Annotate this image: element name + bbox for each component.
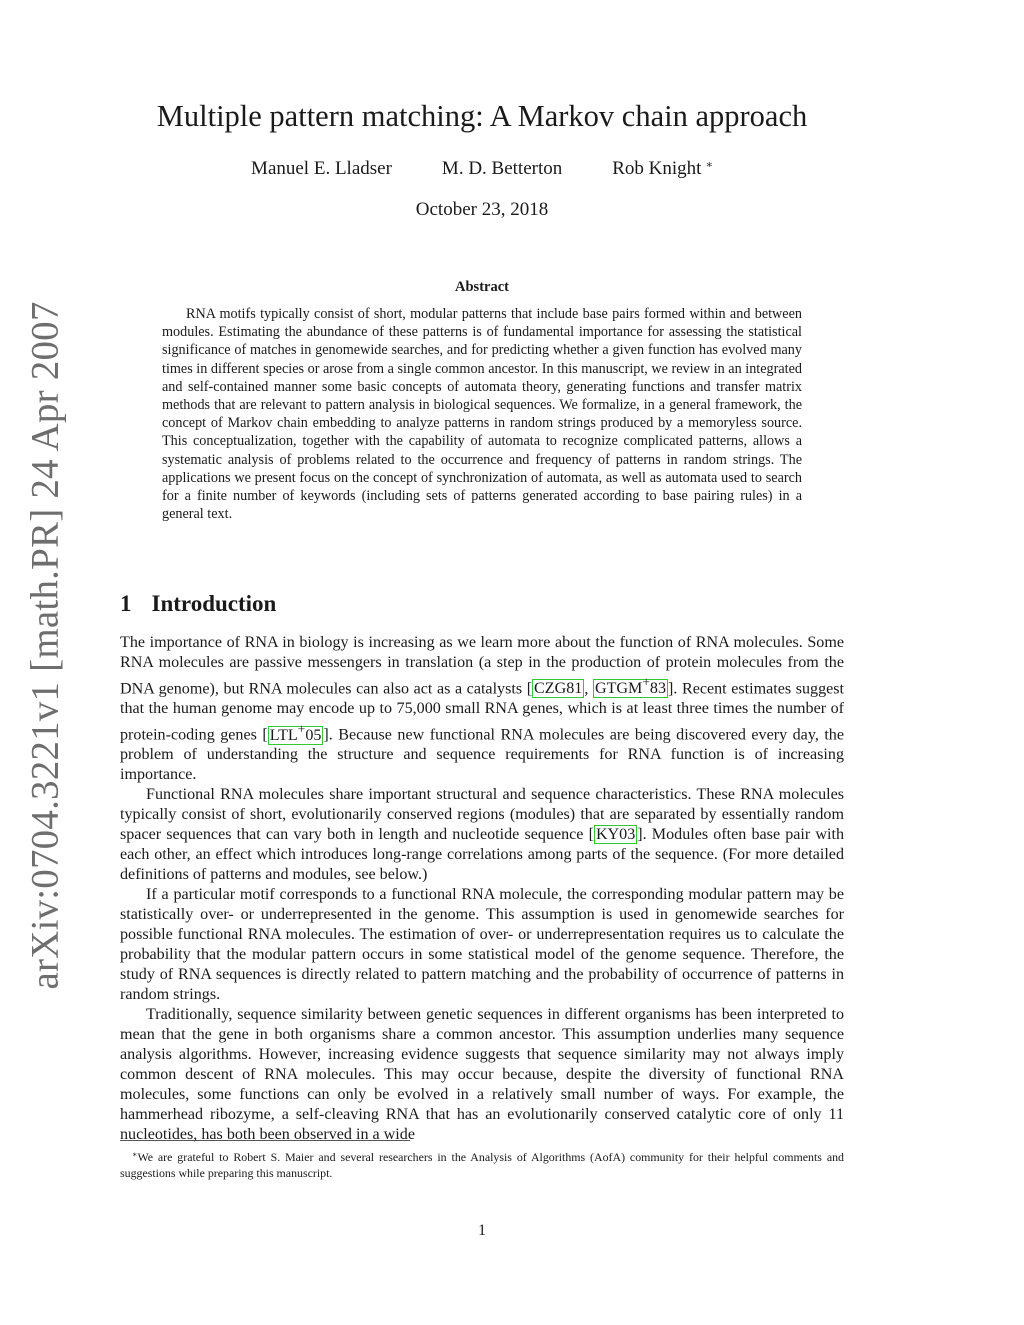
paragraph: The importance of RNA in biology is increasing as we learn more about the function of RNA molecules. Some RNA molecules are passive messengers in translation (a step in the production of protein molecules from the DNA genome), but RNA molecules can also act as a catalysts [ CZG81 , GTGM+83 ]. Recent estimates suggest that the human genome may encode up to 75,000 small RNA genes, which is at least three times the number of protein-coding genes [ LTL+05 ]. Because new functional RNA molecules are being discovered every day, the problem of understanding the structure and sequence requirements for RNA function is of increasing importance.	[120, 634, 845, 784]
page-number: 1	[478, 1222, 486, 1239]
paper-date: October 23, 2018	[415, 199, 549, 220]
citation-link-ltl05[interactable]: LTL+05	[269, 721, 322, 744]
paragraph: Traditionally, sequence similarity between genetic sequences in different organisms has been interpreted to mean that the gene in both organisms share a common ancestor. This assumption underlies many sequence analysis algorithms. However, increasing evidence suggests that sequence similarity may not always imply common descent of RNA molecules. This may occur because, despite the diversity of functional RNA molecules, some functions can only be evolved in a relatively small number of ways. For example, the hammerhead ribozyme, a self-cleaving RNA that has an evolutionarily conserved catalytic core of only 11 nucleotides, has both been observed in a wide	[120, 1005, 844, 1143]
footnote: ∗We are grateful to Robert S. Maier and several researchers in the Analysis of Algorithms (AofA) community for their helpful comments and suggestions while preparing this manuscript.	[120, 1150, 844, 1180]
footnote-divider	[120, 1140, 410, 1141]
abstract-heading: Abstract	[455, 279, 509, 295]
author-list	[120, 158, 844, 180]
section-title: Introduction	[151, 591, 277, 616]
arxiv-sidebar-stamp	[14, 300, 76, 990]
footnote-marker[interactable]: ∗	[705, 159, 713, 171]
paper-title: Multiple pattern matching: A Markov chain approach	[156, 99, 808, 133]
citation-link-czg81[interactable]: CZG81	[534, 680, 583, 698]
paragraph: If a particular motif corresponds to a functional RNA molecule, the corresponding modular pattern may be statistically over- or underrepresented in the genome. This assumption is used in genomewide searches for possible functional RNA molecules. The estimation of over- or underrepresentation requires us to calculate the probability that the modular pattern occurs in some statistical model of the genome sequence. Therefore, the study of RNA sequences is directly related to pattern matching and the probability of occurrence of patterns in random strings.	[120, 886, 844, 1003]
abstract-text: RNA motifs typically consist of short, modular patterns that include base pairs formed within and between modules. Estimating the abundance of these patterns is of fundamental importance for assessing the statistical significance of matches in genomewide searches, and for predicting whether a given function has evolved many times in different species or arose from a single common ancestor. In this manuscript, we review in an integrated and self-contained manner some basic concepts of automata theory, generating functions and transfer matrix methods that are relevant to pattern analysis in biological sequences. We formalize, in a general framework, the concept of Markov chain embedding to analyze patterns in random strings produced by a memoryless source. This conceptualization, together with the capability of automata to recognize complicated patterns, allows a systematic analysis of problems related to the occurrence and frequency of patterns in random strings. The applications we present focus on the concept of synchronization of automata, as well as automata used to search for a finite number of keywords (including sets of patterns generated according to base pairing rules) in a general text.	[162, 306, 802, 523]
citation-link-ky03[interactable]: KY03	[595, 826, 636, 844]
footnote-mark: ∗	[132, 1150, 138, 1159]
author-knight: Rob Knight ∗	[612, 158, 713, 179]
author-lladser: Manuel E. Lladser	[251, 158, 392, 179]
citation-link-gtgm83[interactable]: GTGM+83	[594, 674, 666, 698]
main-text	[120, 633, 844, 1145]
section-number: 1	[120, 591, 132, 616]
author-betterton: M. D. Betterton	[441, 158, 563, 179]
section-heading	[120, 591, 276, 617]
paragraph: Functional RNA molecules share important structural and sequence characteristics. These RNA molecules typically consist of short, evolutionarily conserved regions (modules) that are separated by essentially random spacer sequences that can vary both in length and nucleotide sequence [ KY03 ]. Modules often base pair with each other, an effect which introduces long-range correlations among parts of the sequence. (For more detailed definitions of patterns and modules, see below.)	[120, 786, 845, 884]
arxiv-id: arXiv:0704.3221v1 [math.PR] 24 Apr 2007	[23, 300, 67, 990]
